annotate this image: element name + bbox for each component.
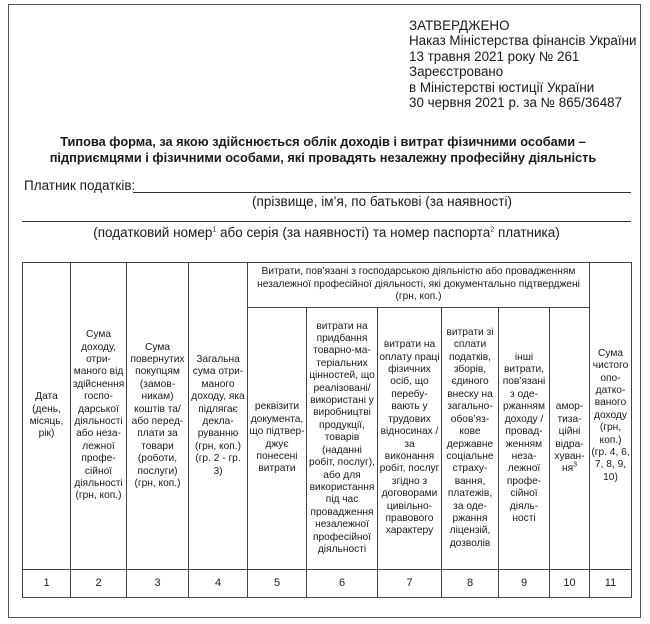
footnote-mark: 3 — [573, 461, 578, 469]
header-document-details: реквізити документа, що підтверджує понесені витрати — [248, 308, 307, 570]
payer-label: Платник податків: — [24, 178, 136, 193]
header-declared-income: Загальна сума отриманого доходу, яка підлягає декларуванню (грн, коп.) (гр. 2 - гр. 3) — [189, 263, 248, 570]
column-number: 7 — [378, 570, 442, 598]
column-number: 1 — [23, 570, 71, 598]
column-number: 3 — [127, 570, 189, 598]
approval-line: 13 травня 2021 року № 261 — [409, 48, 580, 64]
tax-caption-text: (податковий номер — [93, 225, 213, 240]
income-expense-table — [22, 262, 632, 598]
payer-name-caption: (прізвище, ім’я, по батькові (за наявності) — [252, 194, 512, 209]
footnote-mark: 2 — [490, 226, 495, 234]
column-number: 6 — [307, 570, 378, 598]
column-number: 11 — [590, 570, 632, 598]
column-number: 5 — [248, 570, 307, 598]
tax-number-field[interactable] — [22, 221, 631, 222]
column-number-row — [23, 570, 632, 598]
column-number: 4 — [189, 570, 248, 598]
approval-line: Зареєстровано — [409, 64, 504, 80]
header-expenses-group: Витрати, пов’язані з господарською діяльністю або провадженням незалежної професійної діяльності, які документально підтверджені (грн, коп.) — [248, 263, 590, 308]
tax-caption-text: або серія (за наявності) та номер паспорта — [216, 225, 491, 240]
header-labor-expenses: витрати на оплату праці фізичних осіб, що перебувають у трудових відносинах / за виконання робіт, послуг згідно з договорами цивільно-правового характеру — [378, 308, 442, 570]
header-date: Дата (день, місяць, рік) — [23, 263, 71, 570]
column-number: 8 — [442, 570, 499, 598]
column-number: 2 — [71, 570, 127, 598]
header-depreciation — [550, 308, 590, 570]
header-income: Сума доходу, отриманого від здійснення господарської діяльності або незалежної професійної діяльності (грн, коп.) — [71, 263, 127, 570]
form-title-line-2: підприємцями і фізичними особами, які провадять незалежну професійну діяльність — [49, 150, 597, 165]
header-net-income: Сума чистого оподаткованого доходу (грн, коп.) (гр. 4, 6, 7, 8, 9, 10) — [590, 263, 632, 570]
header-goods-expenses: витрати на придбання товарно-матеріальних цінностей, що реалізовані/ використані у виробництві продукції, товарів (наданні робіт, послуг), або для використання під час провадження незалежної професійної діяльності — [307, 308, 378, 570]
footnote-mark: 1 — [212, 226, 217, 234]
form-title-line-1: Типова форма, за якою здійснюється облік доходів і витрат фізичними особами – — [60, 134, 586, 149]
column-number: 10 — [550, 570, 590, 598]
header-tax-expenses: витрати зі сплати податків, зборів, єдиного внеску на загальнообов’язкове державне соціальне страхування, платежів, за одержання ліцензій, дозволів — [442, 308, 499, 570]
header-other-expenses: інші витрати, пов’язані з одержанням доходу / провадженням незалежної професійної діяльності — [499, 308, 550, 570]
approval-line: в Міністерстві юстиції України — [409, 79, 595, 95]
header-depreciation-text: амортизаційні відрахування — [554, 401, 585, 475]
tax-number-caption — [22, 225, 631, 240]
payer-name-field[interactable] — [133, 192, 631, 193]
approval-line: 30 червня 2021 р. за № 865/36487 — [409, 95, 623, 111]
form-title — [22, 134, 624, 166]
column-number: 9 — [499, 570, 550, 598]
header-refunds: Сума повернутих покупцям (замовникам) коштів та/або передплати за товари (роботи, послуги) (грн, коп.) — [127, 263, 189, 570]
approval-line: ЗАТВЕРДЖЕНО — [409, 18, 510, 33]
approval-line: Наказ Міністерства фінансів України — [409, 33, 637, 49]
approval-stamp — [409, 18, 644, 110]
table-header-row — [23, 263, 632, 308]
tax-caption-text: платника) — [494, 225, 560, 240]
